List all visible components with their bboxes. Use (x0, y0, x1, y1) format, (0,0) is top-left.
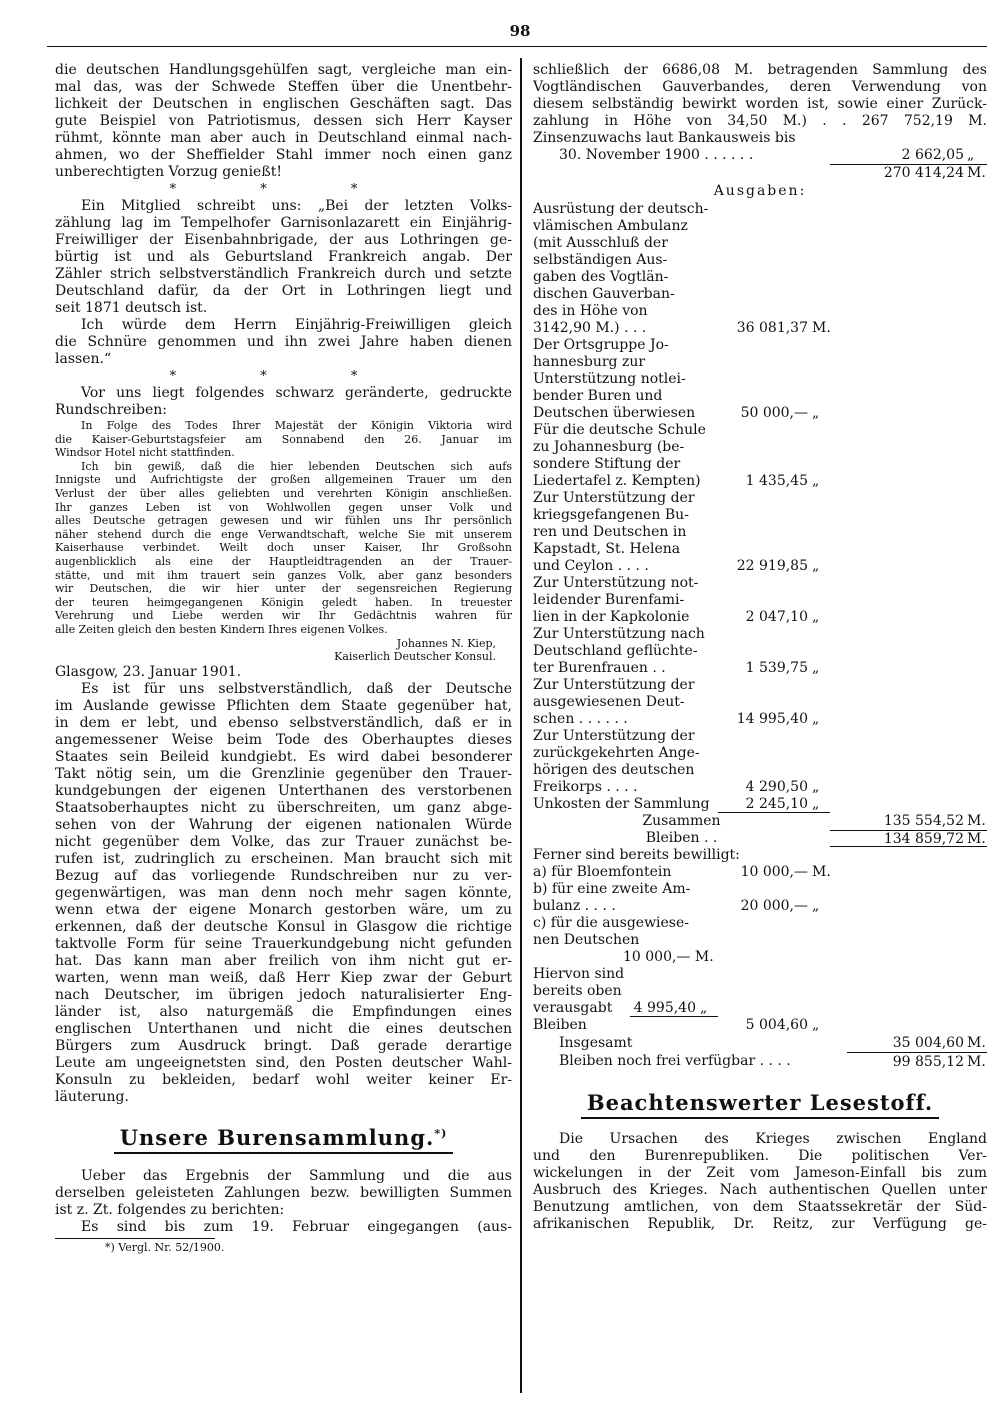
entry-label: Zur Unterstützung not- (533, 575, 699, 591)
entry-line (533, 541, 987, 558)
entry-amount: 2 047,10 (745, 609, 808, 625)
entry-line (533, 422, 987, 439)
text-line: gute Beispiel von Patriotismus, dessen sich Herr Kayser (55, 113, 512, 129)
text-line: hat. Das kann man aber freilich von ihm nicht gut er- (55, 952, 512, 969)
text-line: Staates sein Beileid kundgiebt. Es wird dabei besonderer (55, 748, 512, 765)
entry-line (533, 337, 987, 354)
entry-label: b) für eine zweite Am- (533, 881, 691, 897)
text-line: näher stehend durch die enge Verwandtschaft, welche Sie mit unserem (55, 527, 512, 541)
text-line: Freiwilliger der Eisenbahnbrigade, der aus Lothringen ge- (55, 232, 512, 248)
text-line: In Folge des Todes Ihrer Majestät der Königin Viktoria wird (81, 419, 512, 432)
text-line: Vogtländischen Gauverbandes, deren Verwendung von (533, 79, 987, 95)
entry-label: hannesburg zur (533, 354, 646, 370)
currency-mark: M. (967, 165, 986, 181)
interest-amount: 2 662,05 (901, 147, 964, 163)
entry-label: bulanz . . . . (533, 898, 616, 914)
text-line: Windsor Hotel nicht stattfinden. (55, 446, 235, 460)
entry-line (533, 371, 987, 388)
column-divider (520, 58, 522, 1393)
text-line: zählung lag im Tempelhofer Garnisonlazarett ein Einjährig- (55, 215, 512, 231)
entry-label: Zur Unterstützung nach (533, 626, 705, 642)
entry-line (533, 507, 987, 524)
text-line: die Schnüre genommen und ihn zwei Jahre haben dienen (55, 334, 512, 350)
text-line: kundgebungen der eigenen Unterthanen des verstorbenen (55, 782, 512, 799)
entry-label: Deutschland geflüchte- (533, 643, 698, 659)
text-line: Deutschland dafür, da der Ort in Lothringen liegt und (55, 283, 512, 299)
entry-line (533, 490, 987, 507)
text-line: wickelungen in der Zeit vom Jameson-Einfall bis zum (533, 1165, 987, 1181)
currency-mark: „ (812, 660, 820, 676)
entry-line (533, 201, 987, 218)
entry-label: leidender Burenfami- (533, 592, 685, 608)
entry-label: bender Buren und (533, 388, 663, 404)
entry-line (533, 932, 987, 949)
text-line: Ueber das Ergebnis der Sammlung und die aus (81, 1167, 512, 1184)
entry-label: Der Ortsgruppe Jo- (533, 337, 669, 353)
entry-label: Freikorps . . . . (533, 779, 638, 795)
remain-row (533, 830, 987, 847)
text-line: in dem er lebt, und ebenso selbstverständlich, daß er in (55, 714, 512, 731)
footnote-rule (55, 1238, 215, 1239)
heading-text: Beachtenswerter Lesestoff. (581, 1090, 939, 1119)
text-line: schließlich der 6686,08 M. betragenden Sammlung des (533, 62, 987, 78)
entry-amount: 36 081,37 (736, 320, 808, 336)
section-heading (533, 1090, 987, 1119)
entry-label: (mit Ausschluß der (533, 235, 668, 251)
entry-amount: 2 245,10 (745, 796, 808, 812)
entry-line (533, 558, 987, 575)
entry-label: sondere Stiftung der (533, 456, 681, 472)
header-rule (47, 46, 987, 47)
currency-mark: M. (967, 831, 986, 847)
text-line: englischen Unterthanen und nicht die eines deutschen (55, 1020, 512, 1037)
entry-amount: 10 000,— (740, 864, 808, 880)
granted-c-amount: 10 000,— M. (623, 949, 714, 965)
text-line: Es ist für uns selbstverständlich, daß der Deutsche (81, 680, 512, 697)
circular-letter (55, 419, 512, 664)
text-line: Vor uns liegt folgendes schwarz geränderte, gedruckte (81, 385, 512, 401)
text-line: der teuren heimgegangenen Königin geledt haben. In treuester (55, 595, 512, 609)
entry-line (533, 388, 987, 405)
text-line: gegenwärtigen, was man denn noch mehr sagen könnte, (55, 884, 512, 901)
text-line: ahmen, wo der Sheffielder Stahl immer noch einen ganz (55, 147, 512, 163)
entry-amount: 1 435,45 (745, 473, 808, 489)
text-line: Ausbruch des Krieges. Nach authentischen Quellen unter (533, 1182, 987, 1198)
entry-line (533, 796, 987, 813)
text-line: nicht gegenüber dem Volke, das zur Trauer zunächst be- (55, 833, 512, 850)
currency-mark: M. (967, 1035, 986, 1051)
text-line: afrikanischen Republik, Dr. Reitz, zur Verfügung ge- (533, 1216, 987, 1232)
entry-line (533, 218, 987, 235)
text-line: lassen.“ (55, 351, 112, 367)
entry-line (533, 728, 987, 745)
text-line: Es sind bis zum 19. Februar eingegangen (aus- (81, 1218, 512, 1235)
currency-mark: M. (967, 813, 986, 829)
text-line: Zähler strich selbstverständlich Frankreich durch und setzte (55, 266, 512, 282)
entry-line (533, 303, 987, 320)
currency-mark: „ (812, 558, 820, 574)
entry-label: schen . . . . . . (533, 711, 628, 727)
reading-paragraph (533, 1131, 987, 1233)
entry-label: Zur Unterstützung der (533, 677, 695, 693)
entry-label: a) für Bloemfontein (533, 864, 672, 880)
entry-line (533, 473, 987, 490)
currency-mark: „ (812, 473, 820, 489)
text-line: Benutzung amtlichen, von dem Staatssekretär der Süd- (533, 1199, 987, 1215)
currency-mark: M. (967, 1054, 986, 1070)
entry-label: nen Deutschen (533, 932, 640, 948)
spent-amount: 4 995,40 (633, 1000, 696, 1016)
currency-mark: „ (812, 609, 820, 625)
currency-mark: M. (812, 320, 831, 336)
entry-label: und Ceylon . . . . (533, 558, 649, 574)
text-line: sehen von der Wahrung der eigenen nationalen Würde (55, 816, 512, 833)
left-column (55, 62, 512, 1255)
text-line: Konsuln zu bekleiden, bedarf wohl weiter keiner Er- (55, 1071, 512, 1088)
entry-line (533, 286, 987, 303)
page-number: 98 (509, 22, 531, 40)
text-line: Staatsoberhauptes nicht zu überschreiten, um ganz abge- (55, 799, 512, 816)
heading-text: Unsere Burensammlung. (119, 1124, 435, 1150)
entry-label: Unkosten der Sammlung (533, 796, 710, 812)
entry-line (533, 745, 987, 762)
entry-line (533, 643, 987, 660)
entry-line (533, 609, 987, 626)
text-line: rühmt, könnte man aber auch in Deutschland einmal nach- (55, 130, 512, 146)
footnote-marker: *) (434, 1126, 448, 1140)
text-line: taktvolle Form für seine Trauerkundgebung nicht gefunden (55, 935, 512, 952)
text-line: zahlung in Höhe von 34,50 M.) . . 267 752,19 M. (533, 113, 987, 129)
entry-label: ausgewiesenen Deut- (533, 694, 685, 710)
income-paragraph (533, 62, 987, 147)
place-date: Glasgow, 23. Januar 1901. (55, 663, 242, 680)
text-line: diesem selbständig bewirkt worden ist, sowie einer Zurück- (533, 96, 987, 112)
text-line: Ich würde dem Herrn Einjährig-Freiwilligen gleich (81, 317, 512, 333)
expenses-title: Ausgaben: (713, 183, 807, 199)
entry-line (533, 354, 987, 371)
text-line: wenn etwa der eigene Monarch gestorben wäre, um zu (55, 901, 512, 918)
text-line: erkennen, daß der deutsche Konsul in Glasgow die richtige (55, 918, 512, 935)
entry-amount: 20 000,— (740, 898, 808, 914)
entry-amount: 4 290,50 (745, 779, 808, 795)
text-line: Ihr ganzes Leben ist von Wohlwollen gegen unser Volk und (55, 500, 512, 514)
entry-amount: 50 000,— (740, 405, 808, 421)
text-line: läuterung. (55, 1088, 129, 1105)
currency-mark: „ (812, 1017, 820, 1033)
text-line: ist z. Zt. folgendes zu berichten: (55, 1201, 285, 1218)
entry-line (533, 711, 987, 728)
text-line: Hiervon sind (533, 966, 625, 982)
text-line: unberechtigten Vorzug genießt! (55, 164, 282, 180)
entry-line (533, 626, 987, 643)
entry-amount: 1 539,75 (745, 660, 808, 676)
text-line: warten, wenn man weiß, daß Herr Kiep zwar der Geburt (55, 969, 512, 986)
entry-label: des in Höhe von (533, 303, 648, 319)
text-line: und den Burenrepubliken. Die politischen Ver- (533, 1148, 987, 1164)
text-line: wir Deutschen, die wir hier unter der segensreichen Regierung (55, 582, 512, 596)
entry-label: lien in der Kapkolonie (533, 609, 690, 625)
entry-label: selbständigen Aus- (533, 252, 668, 268)
interest-label: 30. November 1900 . . . . . . (559, 147, 754, 163)
entry-label: vlämischen Ambulanz (533, 218, 688, 234)
remain2-row (533, 1017, 987, 1034)
text-line: Innigste und Aufrichtigste der großen allgemeinen Trauer um den (55, 473, 512, 487)
income-total: 270 414,24 (883, 165, 964, 181)
entry-label: kriegsgefangenen Bu- (533, 507, 689, 523)
entry-label: Kapstadt, St. Helena (533, 541, 681, 557)
entry-line (533, 762, 987, 779)
entry-label: Deutschen überwiesen (533, 405, 696, 421)
text-line: Bürgers zum Ausdruck bringt. Daß gerade derartige (55, 1037, 512, 1054)
overall-label: Insgesamt (559, 1035, 633, 1051)
entry-line (533, 864, 987, 881)
currency-mark: „ (700, 1000, 708, 1016)
currency-mark: „ (812, 779, 820, 795)
entry-line (533, 252, 987, 269)
text-line: Kaiserhause verbindet. Weilt doch unser Kaiser, Ihr Großsohn (55, 541, 512, 555)
text-line: lichkeit der Deutschen in englischen Geschäften sagt. Das (55, 96, 512, 112)
text-line: die Kaiser-Geburtstagsfeier am Sonnabend den 26. Januar im (55, 432, 512, 446)
sum-amount: 135 554,52 (883, 813, 964, 829)
member-paragraph (55, 198, 512, 368)
entry-label: gaben des Vogtlän- (533, 269, 669, 285)
text-line: Verehrung und Liebe werden wir Ihr Gedächtnis wahren für (55, 609, 512, 623)
entry-line (533, 575, 987, 592)
entry-line (533, 269, 987, 286)
text-line: nach Deutscher, im übrigen jedoch naturalisierter Eng- (55, 986, 512, 1003)
entry-label: Für die deutsche Schule (533, 422, 706, 438)
currency-mark: „ (812, 711, 820, 727)
spent-row (533, 1000, 987, 1017)
entry-line (533, 694, 987, 711)
granted-c-amount-row (533, 949, 987, 966)
text-line: alles Deutsche getragen gewesen und wir fühlen uns Ihr persönlich (55, 514, 512, 528)
text-line: derselben geleisteten Zahlungen bezw. bewilligten Summen (55, 1184, 512, 1201)
collection-paragraph (55, 1168, 512, 1236)
free-amount: 99 855,12 (892, 1054, 964, 1070)
granted-list (533, 864, 987, 949)
free-label: Bleiben noch frei verfügbar . . . . (559, 1053, 791, 1069)
entry-label: zu Johannesburg (be- (533, 439, 685, 455)
text-line: Leute am ungeeignetsten sind, den Posten deutscher Wahl- (55, 1054, 512, 1071)
remain-amount: 134 859,72 (883, 831, 964, 847)
expenses-list (533, 201, 987, 813)
entry-label: ter Burenfrauen . . (533, 660, 666, 676)
entry-line (533, 592, 987, 609)
text-line: Rundschreiben: (55, 402, 168, 418)
currency-mark: „ (967, 147, 975, 163)
text-line: bürtig ist und als Geburtsland Frankreich angab. Der (55, 249, 512, 265)
text-line: angemessener Weise beim Tode des Oberhauptes dieses (55, 731, 512, 748)
text-line: Verlust der über alles geliebten und verehrten Königin anschließen. (55, 486, 512, 500)
entry-line (533, 779, 987, 796)
interest-row (533, 147, 987, 164)
text-line: Ich bin gewiß, daß die hier lebenden Deutschen sich aufs (81, 459, 512, 473)
currency-mark: M. (812, 864, 831, 880)
entry-line (533, 235, 987, 252)
entry-label: Ausrüstung der deutsch- (533, 201, 709, 217)
intro-paragraph (55, 62, 512, 181)
section-separator: * * * (169, 369, 398, 384)
footnote: *) Vergl. Nr. 52/1900. (105, 1240, 225, 1254)
text-line: mal das, was der Schwede Steffen über die Unentbehr- (55, 79, 512, 95)
text-line: Bezug auf das vorliegende Rundschreiben nur zu ver- (55, 867, 512, 884)
entry-line (533, 677, 987, 694)
text-line: länder ist, also naturgemäß die Empfindungen eines (55, 1003, 512, 1020)
entry-line (533, 320, 987, 337)
signature-name: Johannes N. Kiep, (396, 636, 496, 650)
entry-line (533, 915, 987, 932)
free-row (533, 1052, 987, 1070)
sum-row (533, 813, 987, 830)
remain-label: Bleiben . . (645, 830, 718, 846)
remain2-label: Bleiben (533, 1017, 587, 1033)
income-total-row (533, 164, 987, 181)
text-line: Zinsenzuwachs laut Bankausweis bis (533, 130, 796, 146)
text-line: augenblicklich als eine der Hauptleidtragenden an der Trauer- (55, 554, 512, 568)
entry-line (533, 881, 987, 898)
entry-amount: 14 995,40 (736, 711, 808, 727)
entry-label: Unterstützung notlei- (533, 371, 686, 387)
text-line: Takt nötig sein, um die Grenzlinie gegenüber den Trauer- (55, 765, 512, 782)
text-line: die deutschen Handlungsgehülfen sagt, vergleiche man ein- (55, 62, 512, 78)
granted-intro: Ferner sind bereits bewilligt: (533, 847, 740, 863)
text-line: im Auslande gewisse Pflichten dem Staate gegenüber hat, (55, 697, 512, 714)
entry-label: c) für die ausgewiese- (533, 915, 690, 931)
text-line: Die Ursachen des Krieges zwischen England (559, 1131, 987, 1147)
right-column (533, 62, 987, 1233)
signature-title: Kaiserlich Deutscher Konsul. (334, 650, 496, 664)
commentary-paragraph (55, 681, 512, 1106)
text-line: alle Zeiten gleich den besten Kindern Ihres eigenen Volkes. (55, 622, 388, 636)
entry-label: dischen Gauverban- (533, 286, 675, 302)
entry-label: 3142,90 M.) . . . (533, 320, 647, 336)
overall-amount: 35 004,60 (892, 1035, 964, 1051)
entry-label: zurückgekehrten Ange- (533, 745, 700, 761)
entry-line (533, 456, 987, 473)
text-line: stätte, und mit ihm trauert sein ganzes Volk, aber ganz besonders (55, 568, 512, 582)
entry-line (533, 439, 987, 456)
entry-line (533, 898, 987, 915)
entry-amount: 22 919,85 (736, 558, 808, 574)
currency-mark: „ (812, 796, 820, 812)
remain2-amount: 5 004,60 (745, 1017, 808, 1033)
entry-label: Liedertafel z. Kempten) (533, 473, 701, 489)
section-heading (55, 1125, 512, 1154)
sum-label: Zusammen (642, 813, 721, 829)
text-line: Ein Mitglied schreibt uns: „Bei der letzten Volks- (81, 198, 512, 214)
text-line: seit 1871 deutsch ist. (55, 300, 208, 316)
entry-label: Zur Unterstützung der (533, 490, 695, 506)
section-separator: * * * (169, 182, 398, 197)
currency-mark: „ (812, 405, 820, 421)
text-line: rufen ist, zudringlich zu erscheinen. Man braucht sich mit (55, 850, 512, 867)
entry-line (533, 524, 987, 541)
entry-label: hörigen des deutschen (533, 762, 695, 778)
entry-label: ren und Deutschen in (533, 524, 687, 540)
spent-label: verausgabt (533, 1000, 613, 1016)
circular-intro (55, 385, 512, 419)
entry-line (533, 660, 987, 677)
text-line: bereits oben (533, 983, 622, 999)
entry-label: Zur Unterstützung der (533, 728, 695, 744)
currency-mark: „ (812, 898, 820, 914)
entry-line (533, 405, 987, 422)
overall-row (533, 1034, 987, 1052)
